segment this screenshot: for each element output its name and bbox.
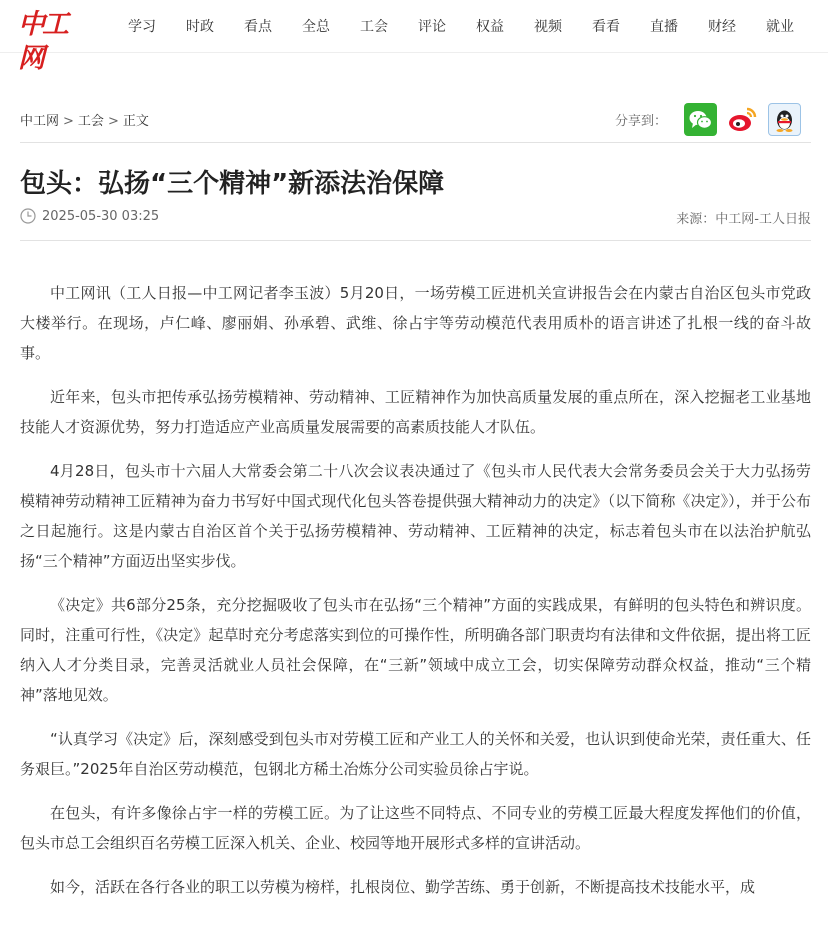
breadcrumb-bar <box>20 100 811 143</box>
nav-item-politics[interactable]: 时政 <box>186 19 214 35</box>
nav-item-highlights[interactable]: 看点 <box>244 19 272 35</box>
article-paragraph: 近年来，包头市把传承弘扬劳模精神、劳动精神、工匠精神作为加快高质量发展的重点所在，深入挖掘老工业基地技能人才资源优势，努力打造适应产业高质量发展需要的高素质技能人才队伍。 <box>20 388 811 436</box>
article-body <box>20 278 811 916</box>
qq-icon[interactable] <box>768 103 801 136</box>
breadcrumb-union[interactable]: 工会 <box>77 114 104 129</box>
main-nav <box>113 0 828 52</box>
nav-item-employment[interactable]: 就业 <box>766 19 794 35</box>
article-paragraph: 中工网讯（工人日报—中工网记者李玉波）5月20日，一场劳模工匠进机关宣讲报告会在内蒙古自治区包头市党政大楼举行。在现场，卢仁峰、廖丽娟、孙承碧、武维、徐占宇等劳动模范代表用质朴的语言讲述了扎根一线的奋斗故事。 <box>20 284 811 362</box>
breadcrumb-home[interactable]: 中工网 <box>20 114 60 129</box>
article-paragraph: “认真学习《决定》后，深刻感受到包头市对劳模工匠和产业工人的关怀和关爱，也认识到使命光荣，责任重大、任务艰巨。”2025年自治区劳动模范，包钢北方稀土冶炼分公司实验员徐占宇说。 <box>20 730 811 778</box>
nav-item-watch[interactable]: 看看 <box>592 19 620 35</box>
share-bar <box>615 103 801 136</box>
article-source: 来源：中工网-工人日报 <box>676 212 811 227</box>
wechat-icon[interactable] <box>684 103 717 136</box>
article-paragraph: 《决定》共6部分25条，充分挖掘吸收了包头市在弘扬“三个精神”方面的实践成果，有鲜明的包头特色和辨识度。同时，注重可行性，《决定》起草时充分考虑落实到位的可操作性，所明确各部门职责均有法律和文件依据，提出将工匠纳入人才分类目录，完善灵活就业人员社会保障，在“三新”领域中成立工会，切实保障劳动群众权益，推动“三个精神”落地见效。 <box>20 596 811 704</box>
share-label: 分享到： <box>614 114 667 129</box>
nav-item-commentary[interactable]: 评论 <box>418 19 446 35</box>
nav-item-acftu[interactable]: 全总 <box>302 19 330 35</box>
breadcrumb-separator: > <box>107 114 119 129</box>
nav-item-union[interactable]: 工会 <box>360 19 388 35</box>
nav-item-rights[interactable]: 权益 <box>476 19 504 35</box>
nav-item-finance[interactable]: 财经 <box>708 19 736 35</box>
article-paragraph: 4月28日，包头市十六届人大常委会第二十八次会议表决通过了《包头市人民代表大会常务委员会关于大力弘扬劳模精神劳动精神工匠精神为奋力书写好中国式现代化包头答卷提供强大精神动力的决定》（以下简称《决定》），并于公布之日起施行。这是内蒙古自治区首个关于弘扬劳模精神、劳动精神、工匠精神的决定，标志着包头市在以法治护航弘扬“三个精神”方面迈出坚实步伐。 <box>20 462 811 570</box>
breadcrumb-current: 正文 <box>122 114 149 129</box>
nav-item-live[interactable]: 直播 <box>650 19 678 35</box>
nav-item-study[interactable]: 学习 <box>128 19 156 35</box>
weibo-icon[interactable] <box>726 103 759 136</box>
site-logo[interactable]: 中工网 <box>18 9 66 74</box>
breadcrumb-separator: > <box>63 114 74 129</box>
article-paragraph: 如今，活跃在各行各业的职工以劳模为榜样，扎根岗位、勤学苦练、勇于创新，不断提高技术技能水平，成 <box>50 878 756 896</box>
nav-item-video[interactable]: 视频 <box>534 19 562 35</box>
top-navigation-bar <box>0 0 828 74</box>
publish-datetime: 2025-05-30 03:25 <box>42 208 160 224</box>
article-title: 包头：弘扬“三个精神”新添法治保障 <box>20 169 445 199</box>
article-paragraph: 在包头，有许多像徐占宇一样的劳模工匠。为了让这些不同特点、不同专业的劳模工匠最大程度发挥他们的价值，包头市总工会组织百名劳模工匠深入机关、企业、校园等地开展形式多样的宣讲活动。 <box>20 804 811 852</box>
publish-date <box>20 208 159 224</box>
article-meta <box>20 204 811 241</box>
breadcrumb <box>20 110 149 129</box>
clock-icon <box>20 208 36 224</box>
